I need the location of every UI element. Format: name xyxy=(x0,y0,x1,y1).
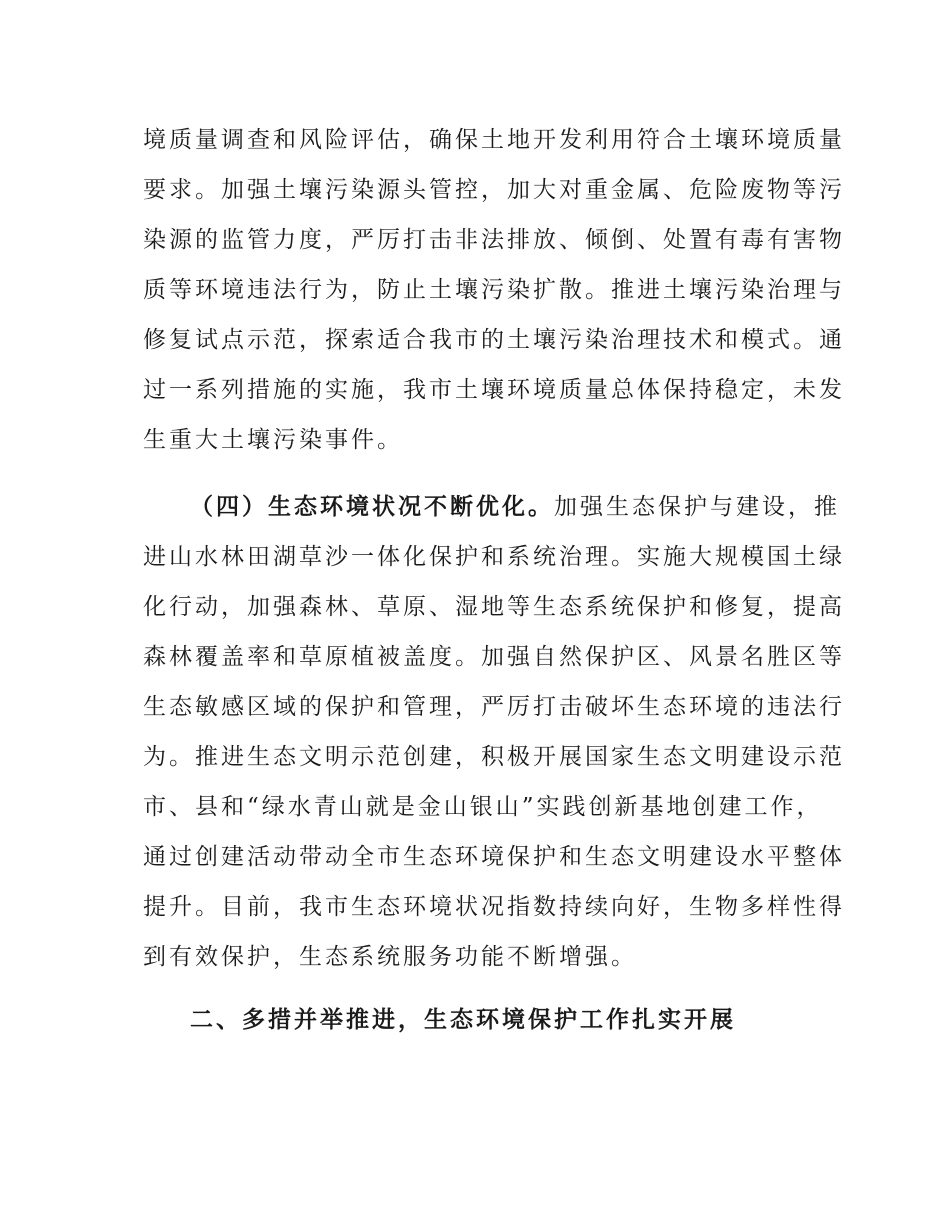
subsection-heading: （四）生态环境状况不断优化。 xyxy=(190,493,554,520)
paragraph-line: 为。推进生态文明示范创建，积极开展国家生态文明建设示范 xyxy=(143,744,845,770)
paragraph-line: 境质量调查和风险评估，确保土地开发利用符合土壤环境质量 xyxy=(143,127,845,153)
paragraph-line: 要求。加强土壤污染源头管控，加大对重金属、危险废物等污 xyxy=(143,177,845,203)
paragraph-text: 加强生态保护与建设，推 xyxy=(554,494,840,520)
paragraph-line: 到有效保护，生态系统服务功能不断增强。 xyxy=(143,944,637,970)
paragraph-line: 生态敏感区域的保护和管理，严厉打击破坏生态环境的违法行 xyxy=(143,694,845,720)
paragraph-line: 质等环境违法行为，防止土壤污染扩散。推进土壤污染治理与 xyxy=(143,277,845,303)
paragraph-line: 染源的监管力度，严厉打击非法排放、倾倒、处置有毒有害物 xyxy=(143,227,845,253)
paragraph-line: 通过创建活动带动全市生态环境保护和生态文明建设水平整体 xyxy=(143,844,845,870)
paragraph-line: 过一系列措施的实施，我市土壤环境质量总体保持稳定，未发 xyxy=(143,377,845,403)
paragraph-first-line xyxy=(190,492,840,522)
paragraph-line: 生重大土壤污染事件。 xyxy=(143,427,403,453)
paragraph-line: 提升。目前，我市生态环境状况指数持续向好，生物多样性得 xyxy=(143,894,845,920)
paragraph-line: 修复试点示范，探索适合我市的土壤污染治理技术和模式。通 xyxy=(143,327,845,353)
section-heading: 二、多措并举推进，生态环境保护工作扎实开展 xyxy=(190,1006,736,1033)
paragraph-line: 化行动，加强森林、草原、湿地等生态系统保护和修复，提高 xyxy=(143,594,845,620)
paragraph-line: 市、县和“绿水青山就是金山银山”实践创新基地创建工作， xyxy=(143,794,823,820)
paragraph-line: 森林覆盖率和草原植被盖度。加强自然保护区、风景名胜区等 xyxy=(143,644,845,670)
paragraph-line: 进山水林田湖草沙一体化保护和系统治理。实施大规模国土绿 xyxy=(143,544,845,570)
